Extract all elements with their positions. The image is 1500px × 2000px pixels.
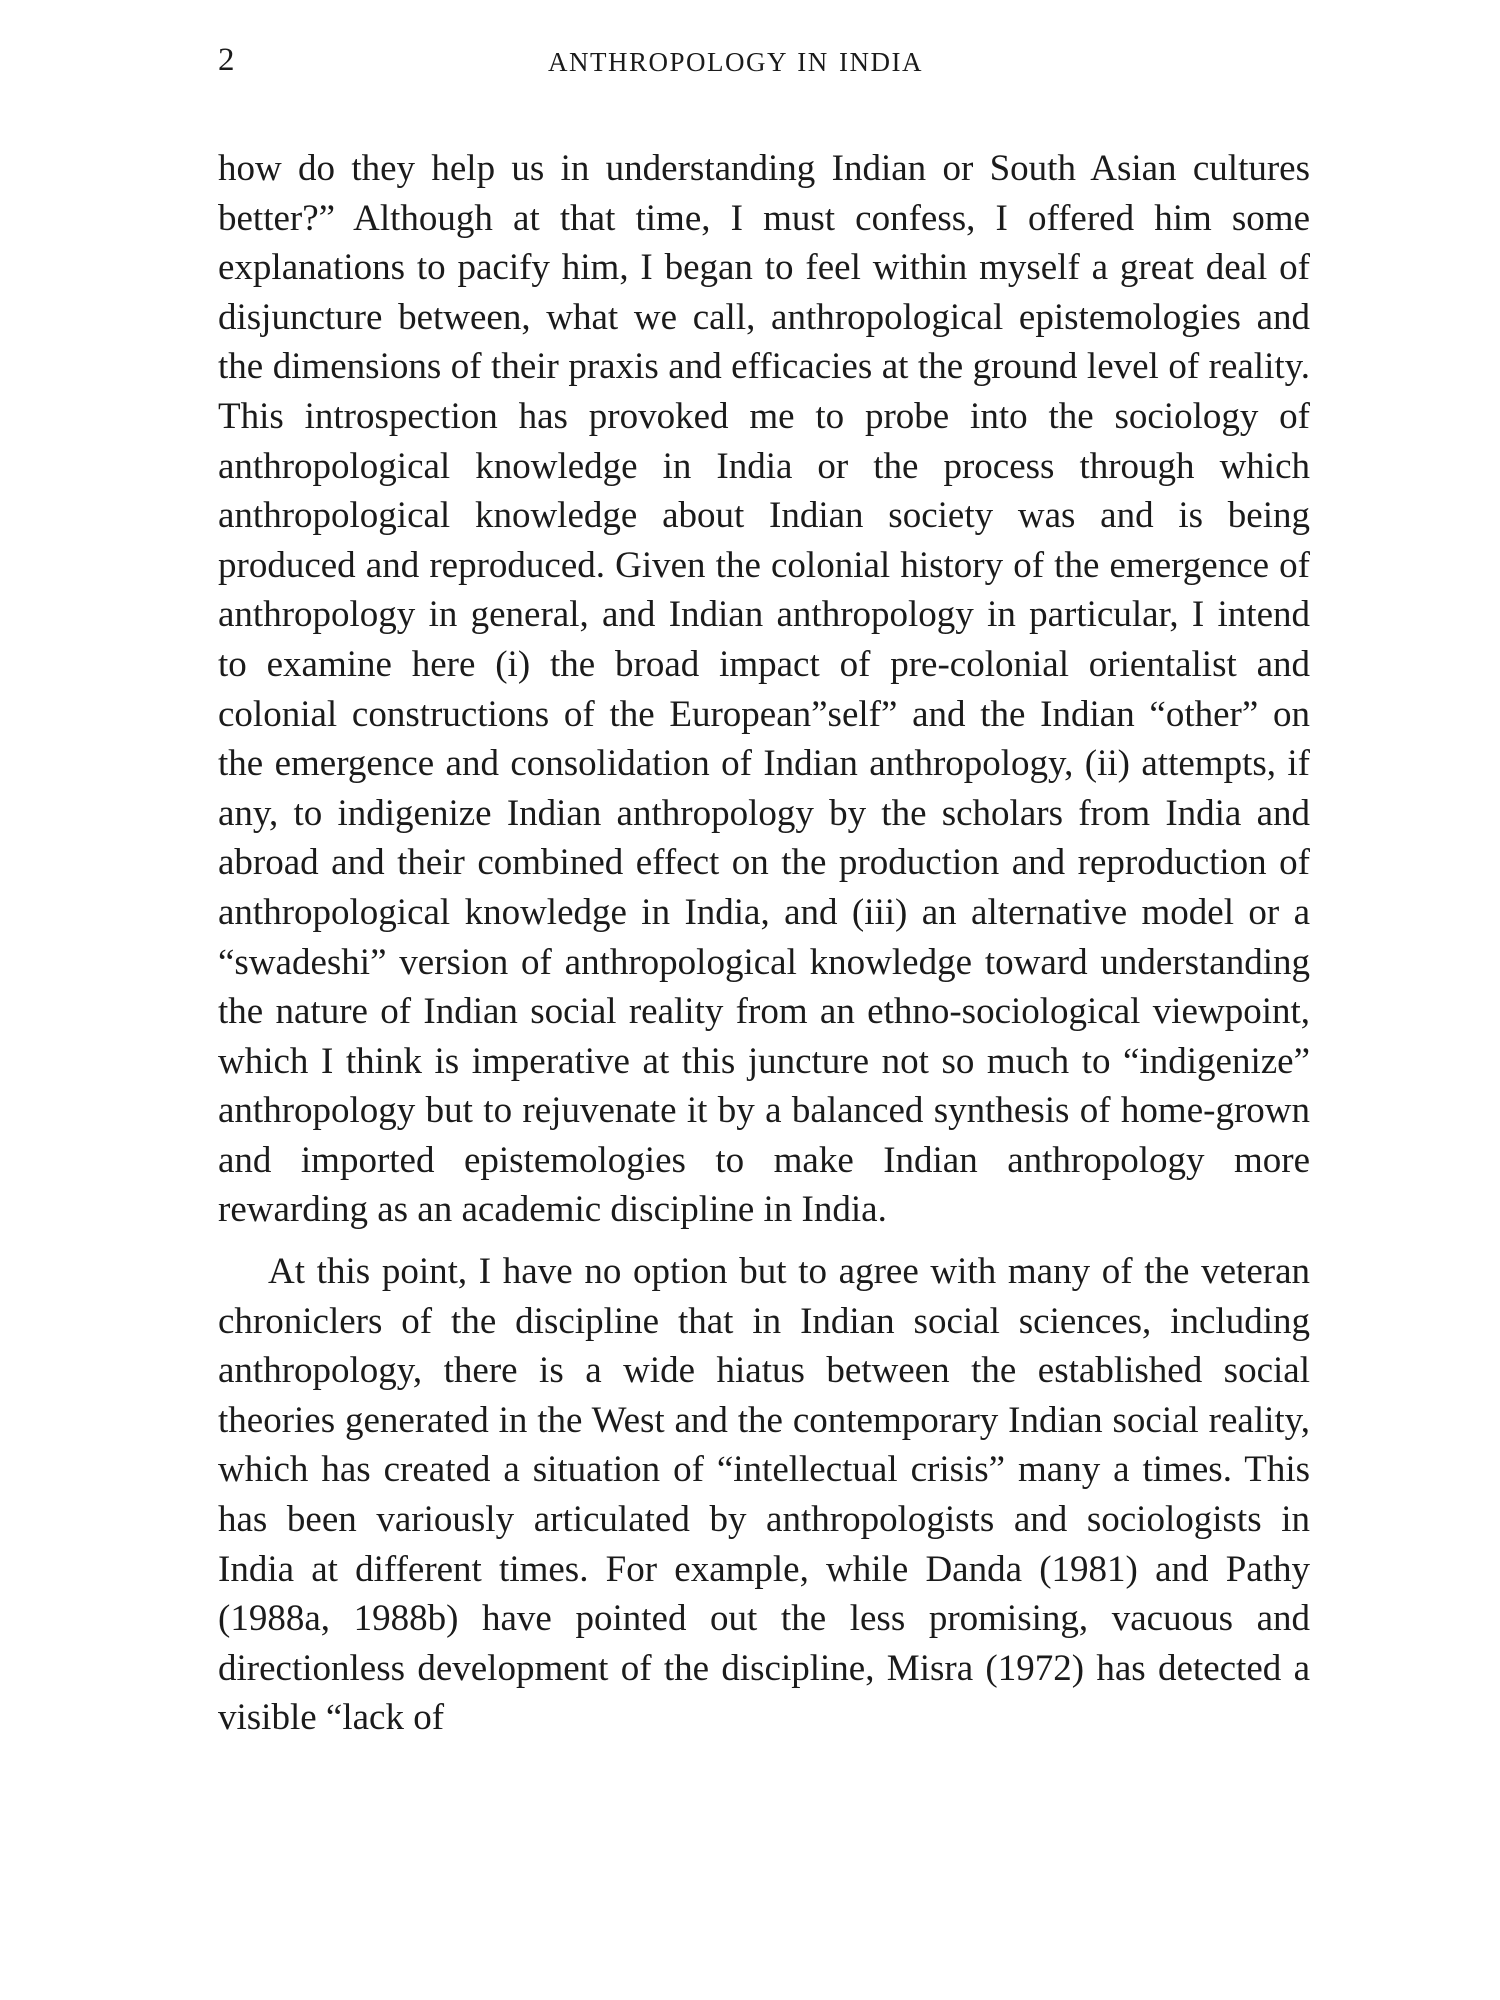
running-head [218,40,1310,80]
running-title: ANTHROPOLOGY IN INDIA [548,47,923,77]
body-text [218,144,1310,1743]
page-number: 2 [218,42,235,78]
paragraph: At this point, I have no option but to agree with many of the veteran chroniclers of the discipline that in Indian social sciences, including anthropology, there is a wide hiatus between the established social theories generated in the West and the contemporary Indian social reality, which has created a situation of “intellectual crisis” many a times. This has been variously articulated by anthropologists and sociologists in India at different times. For example, while Danda (1981) and Pathy (1988a, 1988b) have pointed out the less promising, vacuous and directionless development of the discipline, Misra (1972) has detected a visible “lack of [218,1251,1310,1739]
paragraph-continued: how do they help us in understanding Indian or South Asian cultures better?” Although at that time, I must confess, I offered him some explanations to pacify him, I began to feel within myself a great deal of disjuncture between, what we call, anthropological epistemologies and the dimensions of their praxis and efficacies at the ground level of reality. This introspection has provoked me to probe into the sociology of anthropological knowledge in India or the process through which anthropological knowledge about Indian society was and is being produced and reproduced. Given the colonial history of the emergence of anthropology in general, and Indian anthropology in particular, I intend to examine here (i) the broad impact of pre-colonial orientalist and colonial constructions of the European”self” and the Indian “other” on the emergence and consolidation of Indian anthropology, (ii) attempts, if any, to indigenize Indian anthropology by the scholars from India and abroad and their combined effect on the production and reproduction of anthropological knowledge in India, and (iii) an alternative model or a “swadeshi” version of anthropological knowledge toward understanding the nature of Indian social reality from an ethno-sociological viewpoint, which I think is imperative at this juncture not so much to “indigenize” anthropology but to rejuvenate it by a balanced synthesis of home-grown and imported epistemologies to make Indian anthropology more rewarding as an academic discipline in India. [218,148,1310,1231]
